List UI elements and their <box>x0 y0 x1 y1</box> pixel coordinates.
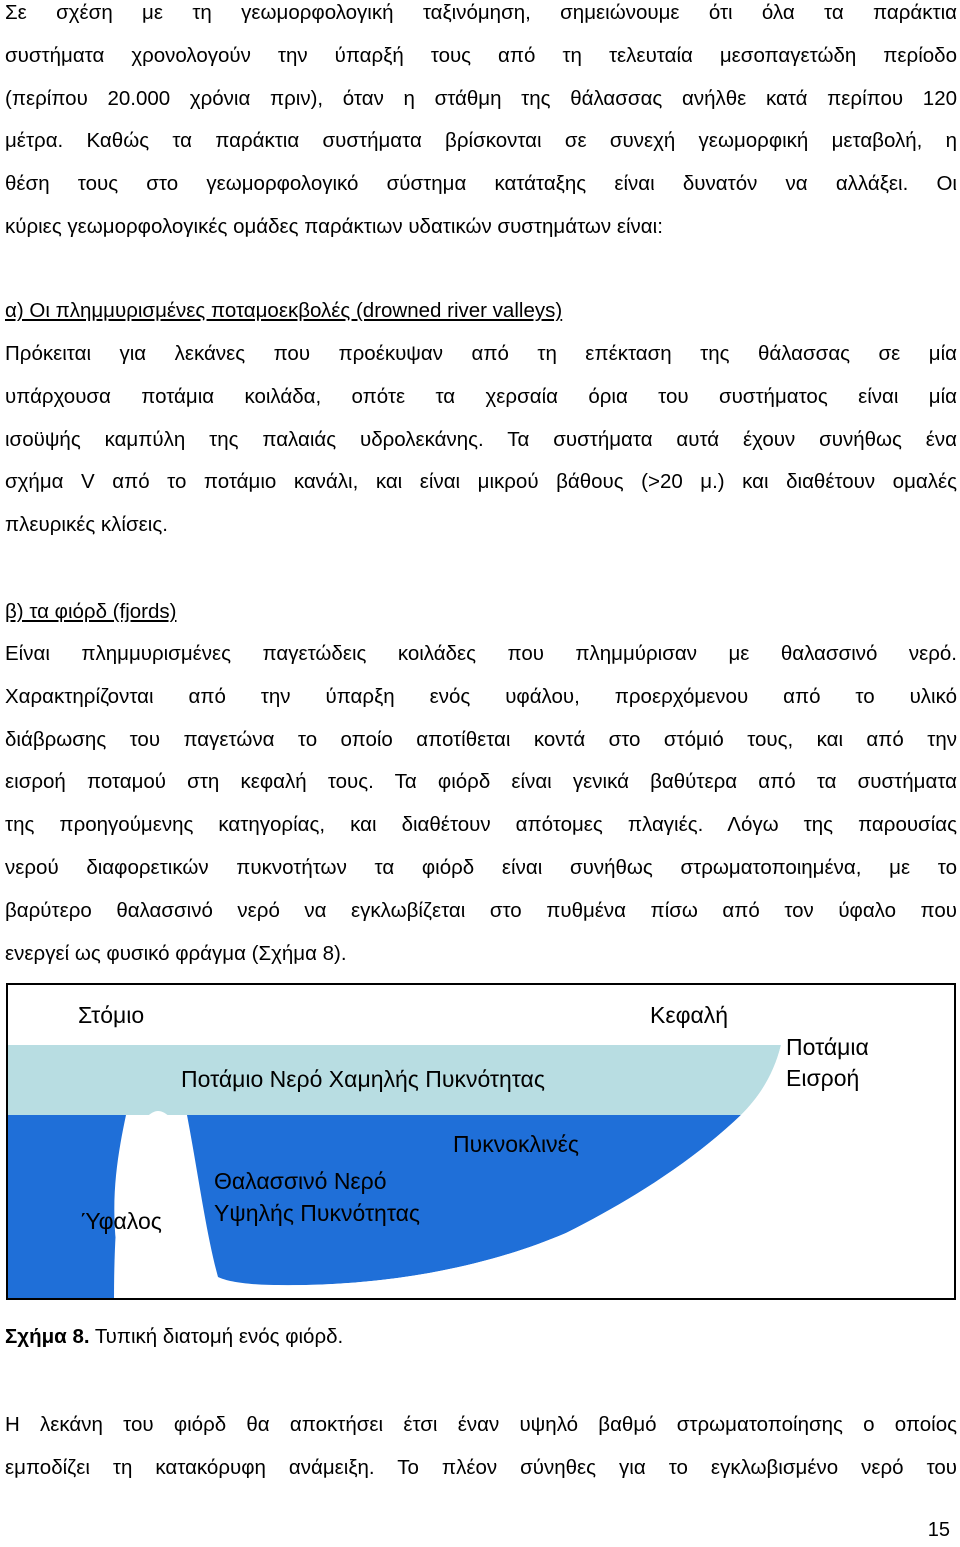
caption-label: Σχήμα 8. <box>5 1325 90 1348</box>
label-seawater-1: Θαλασσινό Νερό <box>214 1168 387 1194</box>
text-line: εμποδίζει τη κατακόρυφη ανάμειξη. Το πλέον σύνηθες για το εγκλωβισμένο νερό του <box>5 1455 957 1479</box>
closing-paragraph <box>5 1404 957 1490</box>
caption-text: Τυπική διατομή ενός φιόρδ. <box>89 1325 344 1348</box>
figure-caption <box>5 1325 343 1349</box>
text-line: συστήματα χρονολογούν την ύπαρξή τους από τη τελευταία μεσοπαγετώδη περίοδο <box>5 43 957 67</box>
label-sill: Ύφαλος <box>81 1208 162 1234</box>
text-line: νερού διαφορετικών πυκνοτήτων τα φιόρδ είναι συνήθως στρωματοποιημένα, με το <box>5 855 957 879</box>
text-line: Σε σχέση με τη γεωμορφολογική ταξινόμηση, σημειώνουμε ότι όλα τα παράκτια <box>5 1 957 24</box>
label-pycnocline: Πυκνοκλινές <box>453 1131 579 1157</box>
text-line: βαρύτερο θαλασσινό νερό να εγκλωβίζεται στο πυθμένα πίσω από τον ύφαλο που <box>5 898 957 922</box>
label-mouth: Στόμιο <box>78 1002 145 1028</box>
label-river-inflow-2: Εισροή <box>786 1065 860 1091</box>
intro-paragraph <box>5 0 957 249</box>
text-line: Χαρακτηρίζονται από την ύπαρξη ενός υφάλου, προερχόμενου από το υλικό <box>5 684 957 708</box>
label-river-inflow-1: Ποτάμια <box>786 1034 869 1060</box>
section-a-heading: α) Οι πλημμυρισμένες ποταμοεκβολές (drowned river valleys) <box>5 299 563 322</box>
text-line: ισοϋψής καμπύλη της παλαιάς υδρολεκάνης. Τα συστήματα αυτά έχουν συνήθως ένα <box>5 427 957 451</box>
text-line: σχήμα V από το ποτάμιο κανάλι, και είναι μικρού βάθους (>20 μ.) και διαθέτουν ομαλές <box>5 470 957 494</box>
label-seawater-2: Υψηλής Πυκνότητας <box>214 1200 420 1226</box>
text-line: πλευρικές κλίσεις. <box>5 513 168 537</box>
text-line: Πρόκειται για λεκάνες που προέκυψαν από τη επέκταση της θάλασσας σε μία <box>5 342 957 365</box>
text-line: κύριες γεωμορφολογικές ομάδες παράκτιων υδατικών συστημάτων είναι: <box>5 214 663 238</box>
text-line: θέση τους στο γεωμορφολογικό σύστημα κατάταξης είναι δυνατόν να αλλάξει. Οι <box>5 172 957 196</box>
fjord-cross-section-figure <box>6 983 956 1300</box>
section-b-heading: β) τα φιόρδ (fjords) <box>5 600 177 623</box>
text-line: εισροή ποταμού στη κεφαλή τους. Τα φιόρδ είναι γενικά βαθύτερα από τα συστήματα <box>5 770 957 794</box>
text-line: Είναι πλημμυρισμένες παγετώδεις κοιλάδες που πλημμύρισαν με θαλασσινό νερό. <box>5 642 957 665</box>
text-line: μέτρα. Καθώς τα παράκτια συστήματα βρίσκονται σε συνεχή γεωμορφική μεταβολή, η <box>5 129 957 153</box>
text-line: (περίπου 20.000 χρόνια πριν), όταν η στάθμη της θάλασσας ανήλθε κατά περίπου 120 <box>5 86 957 110</box>
text-line: διάβρωσης του παγετώνα το οποίο αποτίθεται κοντά στο στόμιό τους, και από την <box>5 727 957 751</box>
text-line: ενεργεί ως φυσικό φράγμα (Σχήμα 8). <box>5 941 347 965</box>
text-line: της προηγούμενης κατηγορίας, και διαθέτουν απότομες πλαγιές. Λόγω της παρουσίας <box>5 813 957 837</box>
text-line: Η λεκάνη του φιόρδ θα αποκτήσει έτσι έναν υψηλό βαθμό στρωματοποίησης ο οποίος <box>5 1413 957 1436</box>
section-b-paragraph <box>5 633 957 975</box>
section-a-paragraph <box>5 333 957 547</box>
page-number: 15 <box>927 1519 950 1541</box>
text-line: υπάρχουσα ποτάμια κοιλάδα, οπότε τα χερσαία όρια του συστήματος είναι μία <box>5 384 957 408</box>
label-head: Κεφαλή <box>650 1002 729 1028</box>
label-low-density-water: Ποτάμιο Νερό Χαμηλής Πυκνότητας <box>181 1066 545 1092</box>
